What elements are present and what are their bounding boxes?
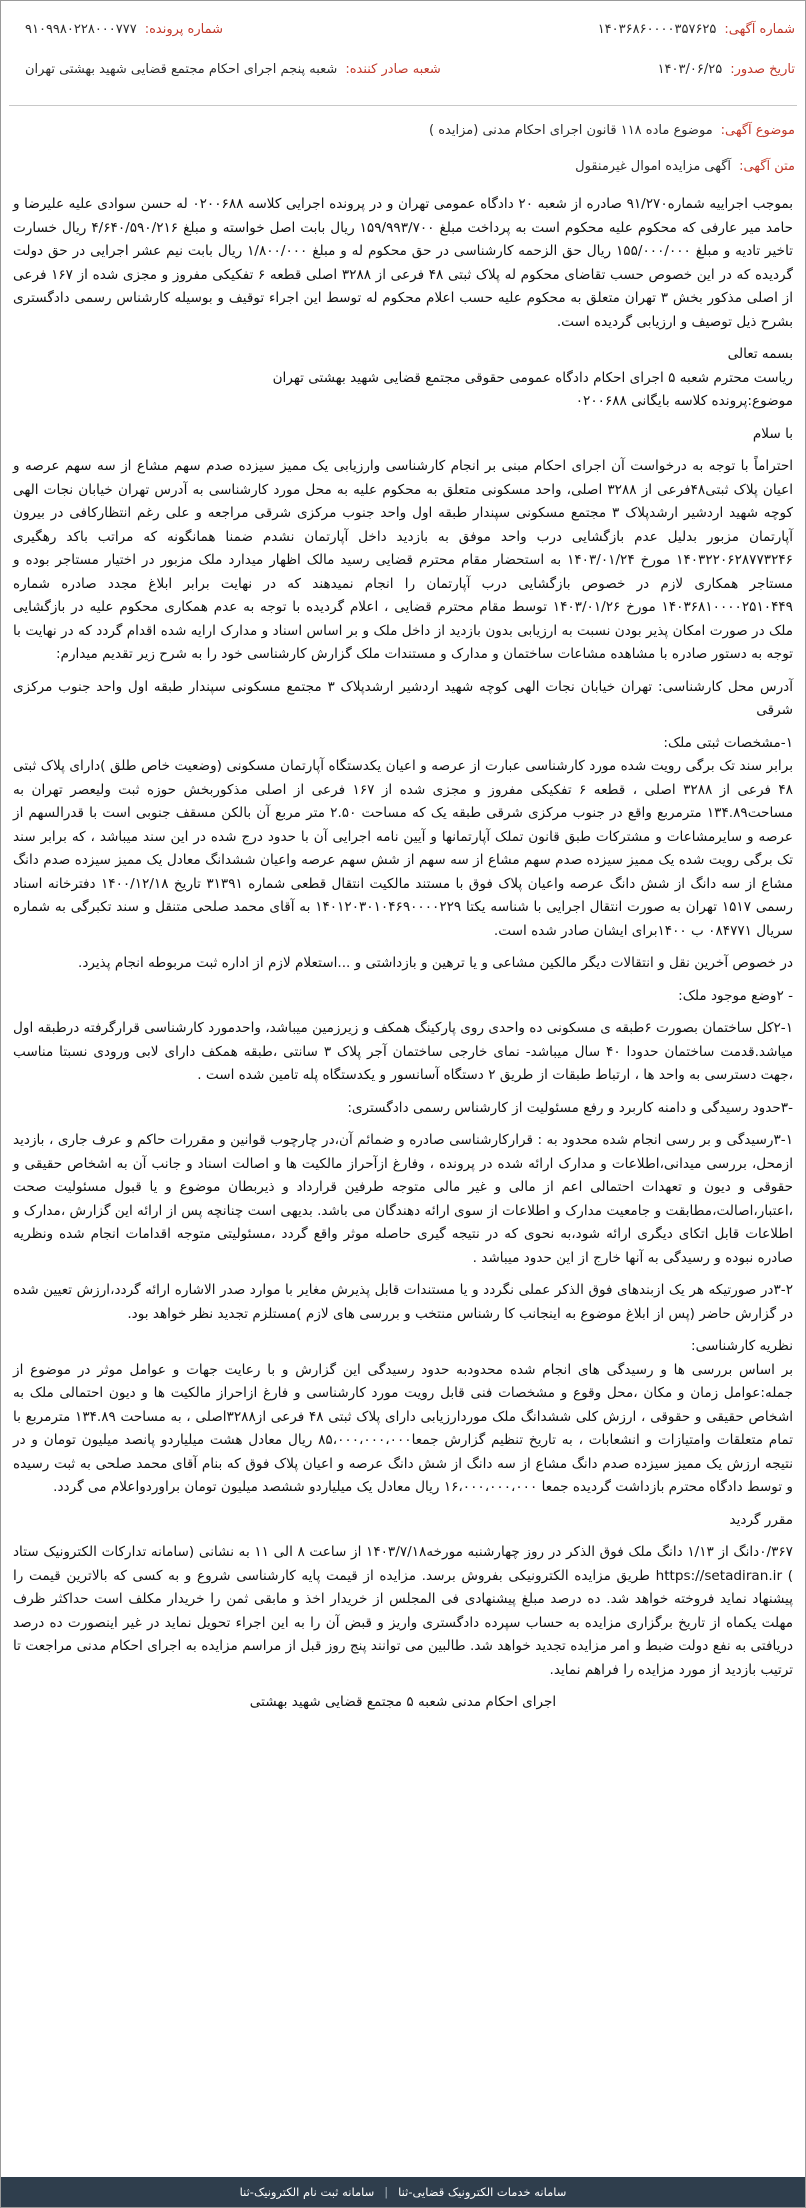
subject-label: موضوع آگهی: xyxy=(720,123,795,138)
subject-value: موضوع ماده ۱۱۸ قانون اجرای احکام مدنی (مزایده ) xyxy=(429,123,713,138)
section-1-title: ۱-مشخصات ثبتی ملک: xyxy=(663,734,793,751)
issue-date-value: ۱۴۰۳/۰۶/۲۵ xyxy=(657,61,723,77)
basmala: بسمه تعالی xyxy=(727,346,793,362)
greeting: با سلام xyxy=(752,425,793,442)
report-subject: موضوع:پرونده کلاسه بایگانی ۰۲۰۰۶۸۸ xyxy=(575,393,793,409)
addressee: ریاست محترم شعبه ۵ اجرای احکام دادگاه عمومی حقوقی مجتمع قضایی شهید بهشتی تهران xyxy=(272,369,793,386)
case-number-label: شماره پرونده: xyxy=(144,21,224,37)
footer-bar xyxy=(1,2177,805,2207)
signature-line: اجرای احکام مدنی شعبه ۵ مجتمع قضایی شهید بهشتی xyxy=(249,1694,557,1710)
header-divider xyxy=(9,105,797,106)
opinion-body: بر اساس بررسی ها و رسیدگی های انجام شده محدودبه حدود رسیدگی این گزارش و با رعایت جهات و عوامل موثر در موضوع از جمله:عوامل زمان و مکان ،محل وقوع و مشخصات فنی قابل رویت مورد کارشناسی و فارغ ازاحراز مالکیت ها و دیون احتمالی ملک به اشخاص حقیقی و حقوقی ، ارزش کلی ششدانگ ملک موردارزیابی دارای پلاک ثبتی ۴۸ فرعی از۳۲۸۸اصلی ، به مساحت ۱۳۴.۸۹ مترمربع با تمام متعلقات وامتیازات و انشعابات ، به تاریخ تنظیم گزارش جمعا۸۵،۰۰۰،۰۰۰،۰۰۰ ریال معادل هشت میلیاردو پانصد میلیون تومان و در نتیجه ارزش یک ممیز سیزده صدم دانگ مشاع از سه دانگ از شش دانگ عرصه و اعیان پلاک فوق که بنام آقای محمد صلحی به ثبت رسیده و توسط دادگاه محترم بازداشت گردیده جمعا ۱۶،۰۰۰،۰۰۰،۰۰۰ ریال معادل یک میلیاردو ششصد میلیون تومان براوردواعلام می گردد. xyxy=(13,1361,794,1495)
subject-field xyxy=(11,123,795,138)
section-1-note: در خصوص آخرین نقل و انتقالات دیگر مالکین مشاعی و یا ترهین و بازداشتی و ...استعلام لازم از اداره ثبت مربوطه انجام پذیرد. xyxy=(78,955,793,971)
notice-text-field xyxy=(11,159,795,174)
issuing-branch-label: شعبه صادر کننده: xyxy=(345,61,441,77)
opinion-title: نظریه کارشناسی: xyxy=(691,1338,793,1354)
footer-link-sana-registration[interactable]: سامانه ثبت نام الکترونیک-ثنا xyxy=(239,2185,375,2199)
property-address: آدرس محل کارشناسی: تهران خیابان نجات الهی کوچه شهید اردشیر ارشدپلاک ۳ مجتمع مسکونی سپندار طبقه اول واحد جنوب مرکزی شرقی xyxy=(13,678,793,718)
section-3-2: ۳-۲در صورتیکه هر یک ازبندهای فوق الذکر عملی نگردد و یا مستندات قابل پذیرش مغایر با موارد صدر الاشاره ارائه گردد،ارزش تعیین شده در گزارش حاضر (پس از ابلاغ موضوع به اینجانب کا رشناس منتخب و بررسی های لازم )مستلزم تجدید نظر خواهد بود. xyxy=(13,1282,793,1322)
case-number-field xyxy=(25,22,223,37)
decree-heading: مقرر گردید xyxy=(729,1511,793,1528)
section-2-body: ۲-۱کل ساختمان بصورت ۶طبقه ی مسکونی ده واحدی روی پارکینگ همکف و زیرزمین میباشد، واحدمورد کارشناسی قرارگرفته درطبقه اول میاشد.قدمت ساختمان حدودا ۴۰ سال میباشد- نمای خارجی ساختمان آجر پلاک ۳ سانتی ،طبقه همکف دارای لابی ورودی نسبتا مناسب ،جهت دسترسی به واحد ها ، ارتباط طبقات از طریق ۲ دستگاه آسانسور و یکدستگاه پله تامین شده است . xyxy=(13,1020,793,1083)
footer-separator: | xyxy=(384,2185,389,2199)
execution-paragraph: بموجب اجراییه شماره۹۱/۲۷۰ صادره از شعبه ۲۰ دادگاه عمومی تهران و در پرونده اجرایی کلاسه ۰۲۰۰۶۸۸ له حسن سوادی علیه علیرضا و حامد میر عارفی که محکوم علیه محکوم است به پرداخت مبلغ ۱۵۹/۹۹۳/۷۰۰ ریال بابت اصل خواسته و مبلغ ۴/۶۴۰/۵۹۰/۲۱۶ ریال خسارت تاخیر تادیه و مبلغ ۱۵۵/۰۰۰/۰۰۰ ریال حق الزحمه کارشناسی در حق محکوم له و مبلغ ۱/۸۰۰/۰۰۰ ریال بابت نیم عشر اجرایی در حق دولت گردیده که در این خصوص حسب تقاضای محکوم له پلاک ثبتی ۴۸ فرعی از ۳۲۸۸ اصلی قطعه ۶ تفکیکی مفروز و مجزی شده از ۱۶۷ فرعی از اصلی مذکور بخش ۳ تهران متعلق به محکوم علیه حسب اعلام محکوم له توسط این اجراء توقیف و بوسیله کارشناس رسمی دادگستری بشرح ذیل توصیف و ارزیابی گردیده است. xyxy=(13,196,794,330)
notice-text-value: آگهی مزایده اموال غیرمنقول xyxy=(575,159,732,174)
notice-header xyxy=(11,15,795,83)
issuing-branch-value: شعبه پنجم اجرای احکام مجتمع قضایی شهید بهشتی تهران xyxy=(25,61,338,77)
issue-date-label: تاریخ صدور: xyxy=(730,61,795,77)
case-number-value: ۹۱۰۹۹۸۰۲۲۸۰۰۰۷۷۷ xyxy=(25,21,137,37)
ad-number-field xyxy=(598,22,795,37)
issue-date-field xyxy=(658,62,795,77)
notice-text-label: متن آگهی: xyxy=(739,159,795,174)
footer-link-sana-services[interactable]: سامانه خدمات الکترونیک قضایی-ثنا xyxy=(398,2185,567,2199)
notice-body xyxy=(13,193,793,1724)
ad-number-label: شماره آگهی: xyxy=(724,21,795,37)
section-3-title: -۳حدود رسیدگی و دامنه کاربرد و رفع مسئولیت از کارشناس رسمی دادگستری: xyxy=(347,1099,793,1116)
auction-paragraph: ۰/۳۶۷دانگ از ۱/۱۳ دانگ ملک فوق الذکر در روز چهارشنبه مورخه۱۴۰۳/۷/۱۸ از ساعت ۸ الی ۱۱ به نشانی (سامانه تدارکات الکترونیک ستاد ) https://setadiran.ir طریق مزایده الکترونیکی بفروش برسد. مزایده از قیمت پایه کارشناسی شروع و به کسی که بالاترین قیمت را پیشنهاد نماید فروخته خواهد شد. ده درصد مبلغ پیشنهادی فی المجلس از خریدار اخذ و مابقی ثمن را خریدار مکلف است حداکثر ظرف مهلت یکماه از تاریخ برگزاری مزایده به حساب سپرده دادگستری واریز و قبض آن را به این اجراء تحویل نماید در غیر اینصورت ده درصد دریافتی به نفع دولت ضبط و امر مزایده تجدید خواهد شد. طالبین می توانند پنج روز قبل از مراسم مزایده به اجرای احکام مدنی مراجعت تا ترتیب بازدید از مورد مزایده را فراهم نماید. xyxy=(13,1544,793,1678)
section-1-body: برابر سند تک برگی رویت شده مورد کارشناسی عبارت از عرصه و اعیان یکدستگاه آپارتمان مسکونی (وضعیت خاص طلق )دارای پلاک ثبتی ۴۸ فرعی از ۳۲۸۸ اصلی ، قطعه ۶ تفکیکی مفروز و مجزی شده از ۱۶۷ فرعی از اصلی مذکوربخش حوزه ثبت ولیعصر تهران به مساحت۱۳۴.۸۹ مترمربع واقع در جنوب مرکزی شرقی طبقه یک که مساحت ۲.۵۰ متر مربع آن بالکن مسقف جنوبی است با قدرالسهم از عرصه و سایرمشاعات و مشترکات طبق قانون تملک آپارتمانها و آیین نامه اجرایی آن با حدود درج شده در این سند میباشد ، که برابر سند تک برگی رویت شده یک ممیز سیزده صدم سهم مشاع از سه سهم از شش سهم عرصه واعیان ششدانگ معادل یک ممیز سیزده صدم دانگ مشاع از سه دانگ از شش دانگ عرصه واعیان پلاک فوق با مستند مالکیت انتقال قطعی شماره ۳۱۳۹۱ تاریخ ۱۴۰۰/۱۲/۱۸ دفترخانه اسناد رسمی ۱۵۱۷ تهران به صورت انتقال اجرایی با شناسه یکتا ۱۴۰۱۲۰۳۰۱۰۴۶۹۰۰۰۰۲۲۹ به آقای محمد صلحی متنقل و سند تکبرگی به شماره سریال ۰۸۴۷۷۱ ب ۱۴۰۰برای ایشان صادر شده است. xyxy=(13,758,793,939)
expert-intro-paragraph: احتراماً با توجه به درخواست آن اجرای احکام مبنی بر انجام کارشناسی وارزیابی یک ممیز سیزده صدم سهم مشاع از سه سهم عرصه و اعیان پلاک ثبتی۴۸فرعی از ۳۲۸۸ اصلی، واحد مسکونی متعلق به محکوم علیه به محل مورد کارشناسی به آدرس تهران خیابان نجات الهی کوچه شهید اردشیر ارشدپلاک ۳ مجتمع مسکونی سپندار طبقه اول واحد جنوب مرکزی شرقی مراجعه و علی رغم انتظارکافی در بیرون آپارتمان مزبور بدلیل عدم بازگشایی درب واحد موفق به بازدید داخل آپارتمان نشدم ضمنا همانگونه که مراتب باکد رهگیری ۱۴۰۳۲۲۰۶۲۸۷۷۳۲۴۶ مورخ ۱۴۰۳/۰۱/۲۴ به استحضار مقام محترم قضایی رسید مالک اظهار میدارد ملک مزبور در اختیار مستاجر بوده و مستاجر همکاری لازم در خصوص بازگشایی درب آپارتمان را انجام نمیدهند که در نهایت برابر ابلاغ مجدد صادره شماره ۱۴۰۳۶۸۱۰۰۰۰۲۵۱۰۴۴۹ مورخ ۱۴۰۳/۰۱/۲۶ توسط مقام محترم قضایی ، اعلام گردیده با توجه به عدم همکاری محکوم علیه در بازگشایی ملک در صورت امکان پذیر بودن نسبت به ارزیابی بدون بازدید از داخل ملک و بر اساس اسناد و مدارک ارایه شده اقدام گردد که در نهایت با توجه به دستور صادره با مشاهده مشاعات ساختمان و مدارک و مستندات ملک گزارش کارشناسی خود را به شرح زیر تقدیم میدارم: xyxy=(13,458,793,662)
issuing-branch-field xyxy=(25,62,441,77)
section-3-1: ۳-۱رسیدگی و بر رسی انجام شده محدود به : قرارکارشناسی صادره و ضمائم آن،در چارچوب قوانین و مقررات حاکم و عرف جاری ، بازدید ازمحل، بررسی میدانی،اطلاعات و مدارک ارائه شده در پرونده ، وفارغ ازآحراز مالکیت ها و اصالت اسناد و جانب آن به اشخاص حقیقی و حقوقی و دیون و تعهدات احتمالی اعم از مالی و غیر مالی متوجه طرفین قرارداد و ذیربطان موضوع و یا قبول مسئولیت صحت ،اعتبار،اصالت،مطابقت و جامعیت مدارک و اطلاعات از سوی ارائه دهندگان می باشد. بدیهی است چنانچه پس از ارائه این گزارش ،مدارک و اطلاعات قابل اتکای دیگری ارائه شود،به نحوی که در نتیجه گیری حاصله موثر واقع گردد ،مسئولیتی متوجه اقدامات انجام شده ونظریه صادره نبوده و رسیدگی به آنها خارج از این حدود میباشد . xyxy=(13,1132,793,1266)
ad-number-value: ۱۴۰۳۶۸۶۰۰۰۰۳۵۷۶۲۵ xyxy=(597,21,717,37)
section-2-title: - ۲وضع موجود ملک: xyxy=(678,987,793,1004)
